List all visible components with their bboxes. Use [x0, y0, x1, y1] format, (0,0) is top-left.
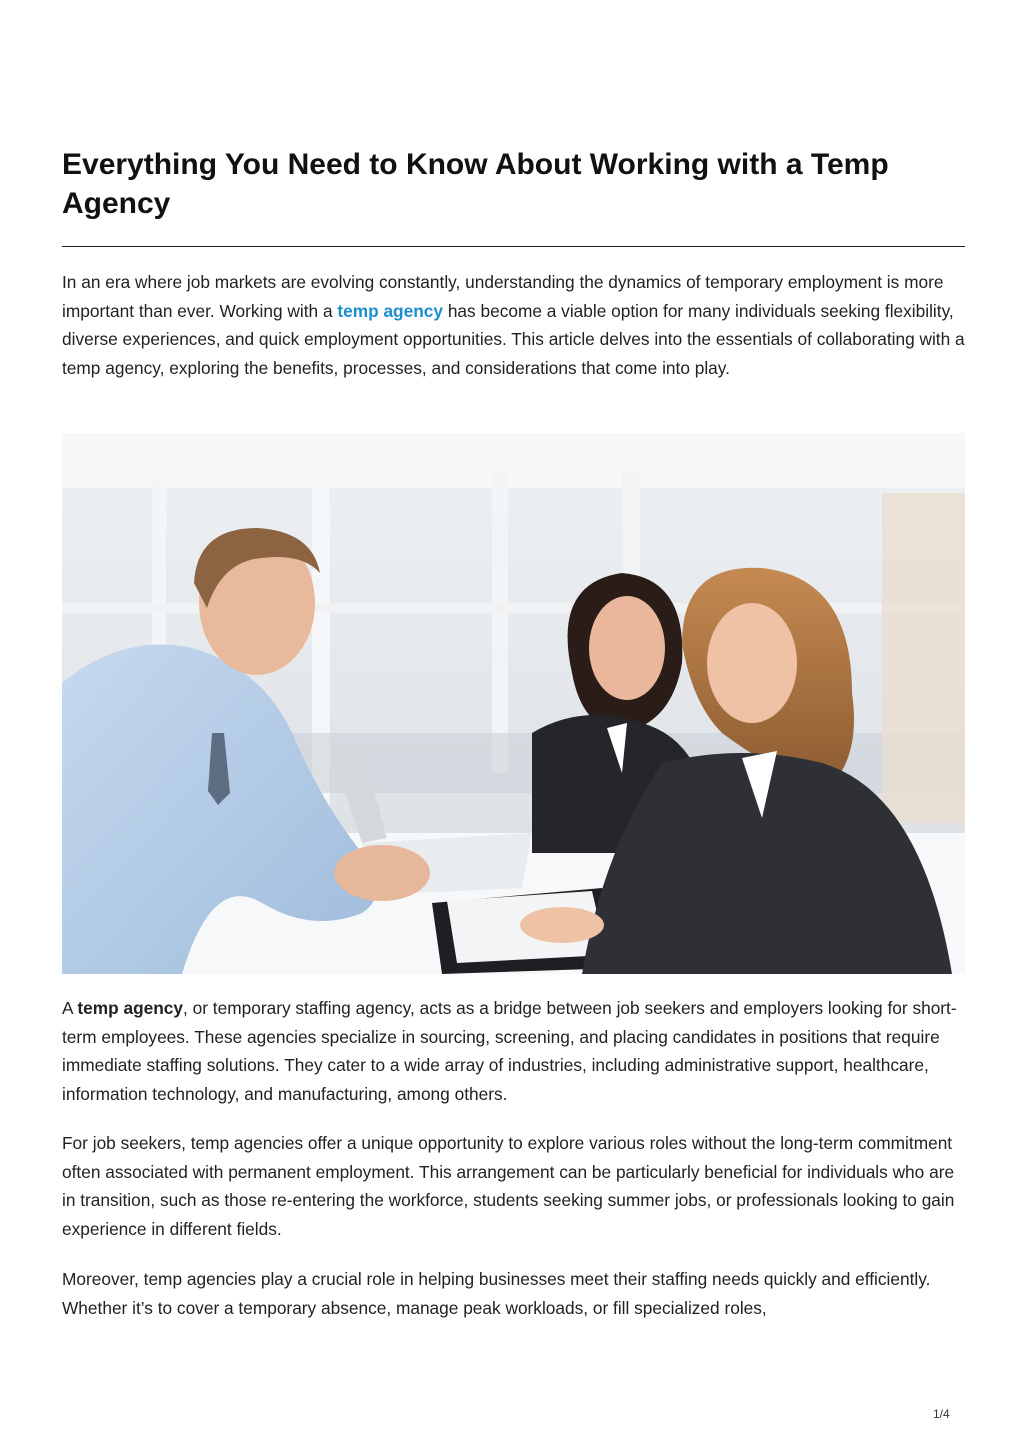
hero-image	[62, 433, 965, 974]
businesses-paragraph: Moreover, temp agencies play a crucial role in helping businesses meet their staffing needs quickly and efficiently. Whether it’s to cover a temporary absence, manage peak workloads, or fill specialized roles,	[62, 1269, 931, 1318]
article-title: Everything You Need to Know About Working with a Temp Agency	[62, 148, 889, 220]
page-number: 1/4	[933, 1407, 950, 1421]
definition-lead: A	[62, 998, 78, 1018]
temp-agency-term: temp agency	[77, 998, 184, 1018]
temp-agency-link[interactable]: temp agency	[337, 300, 444, 321]
definition-text: , or temporary staffing agency, acts as a bridge between job seekers and employers looking for short-term employees. These agencies specialize in sourcing, screening, and placing candidates in positions that require immediate staffing solutions. They cater to a wide array of industries, including administrative support, healthcare, information technology, and manufacturing, among others.	[62, 998, 957, 1104]
title-divider	[62, 246, 965, 247]
intro-text-after: has become a viable option for many individuals seeking flexibility, diverse experiences, and quick employment opportunities. This article delves into the essentials of collaborating with a temp agency, exploring the benefits, processes, and considerations that come into play.	[62, 300, 965, 378]
definition-paragraph	[62, 994, 965, 1108]
intro-paragraph	[62, 268, 965, 382]
job-seekers-paragraph: For job seekers, temp agencies offer a unique opportunity to explore various roles without the long-term commitment often associated with permanent employment. This arrangement can be particularly beneficial for individuals who are in transition, such as those re-entering the workforce, students seeking summer jobs, or professionals looking to gain experience in different fields.	[62, 1133, 955, 1239]
intro-text-before: In an era where job markets are evolving constantly, understanding the dynamics of temporary employment is more important than ever. Working with a	[62, 272, 944, 321]
